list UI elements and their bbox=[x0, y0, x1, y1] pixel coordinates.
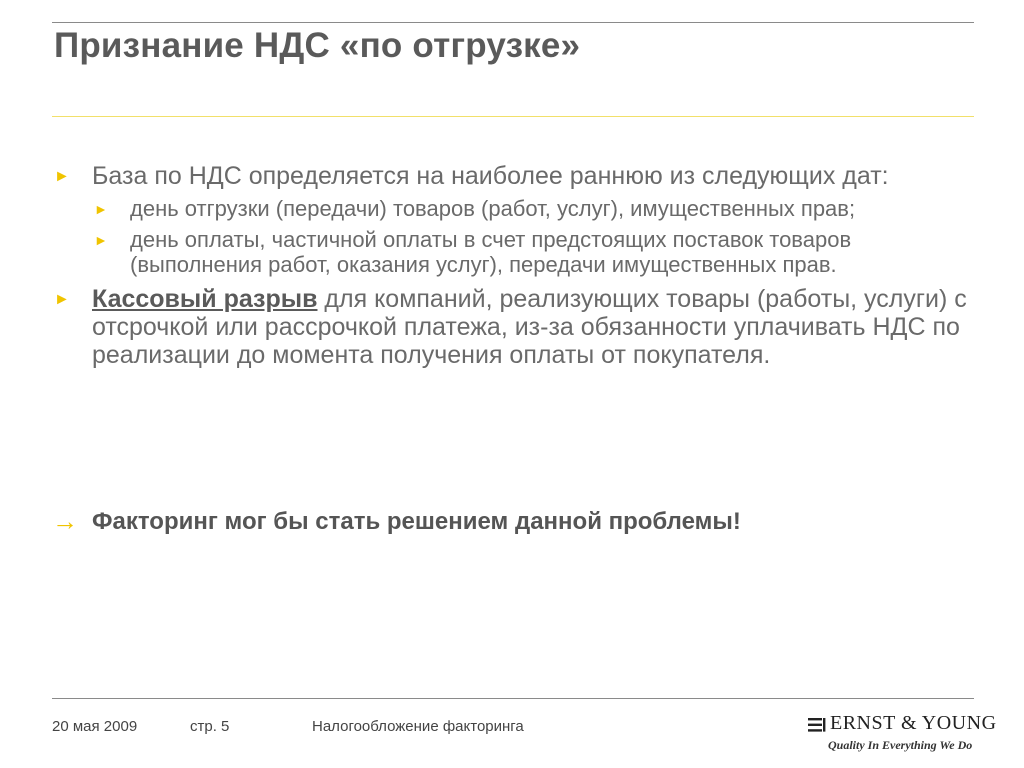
slide-content bbox=[52, 162, 982, 369]
bullet-level1 bbox=[52, 285, 982, 369]
footer-subject: Налогообложение факторинга bbox=[312, 718, 524, 735]
top-rule bbox=[52, 22, 974, 23]
slide-title: Признание НДС «по отгрузке» bbox=[54, 26, 581, 65]
logo-tagline: Quality In Everything We Do bbox=[828, 738, 973, 752]
bullet-level1 bbox=[52, 162, 982, 190]
ey-logo-icon bbox=[808, 716, 826, 734]
footer-date: 20 мая 2009 bbox=[52, 718, 138, 735]
bullet-text: день оплаты, частичной оплаты в счет предстоящих поставок товаров (выполнения работ, оказания услуг), передачи имущественных прав. bbox=[130, 227, 852, 277]
triangle-bullet-icon: ► bbox=[54, 168, 70, 185]
conclusion-text: Факторинг мог бы стать решением данной проблемы! bbox=[92, 508, 741, 535]
triangle-bullet-icon: ► bbox=[54, 291, 70, 308]
triangle-bullet-icon: ► bbox=[94, 232, 108, 248]
footer-page: стр. 5 bbox=[190, 718, 230, 735]
bullet-level2 bbox=[52, 227, 982, 277]
bullet-text: для компаний, реализующих товары (работы, услуги) с отсрочкой или рассрочкой платежа, из-за обязанности уплачивать НДС по реализации до момента получения оплаты от покупателя. bbox=[92, 285, 967, 369]
logo-name: ERNST & YOUNG bbox=[830, 712, 997, 734]
triangle-bullet-icon: ► bbox=[94, 201, 108, 217]
conclusion bbox=[52, 508, 741, 536]
bullet-text: день отгрузки (передачи) товаров (работ, услуг), имущественных прав; bbox=[130, 196, 856, 221]
company-logo bbox=[808, 712, 997, 756]
bullet-level2 bbox=[52, 196, 982, 221]
title-underline bbox=[52, 116, 974, 117]
cash-gap-emphasis: Кассовый разрыв bbox=[92, 285, 318, 313]
bullet-text: База по НДС определяется на наиболее раннюю из следующих дат: bbox=[92, 162, 889, 190]
arrow-right-icon: → bbox=[52, 506, 78, 536]
bottom-rule bbox=[52, 698, 974, 699]
